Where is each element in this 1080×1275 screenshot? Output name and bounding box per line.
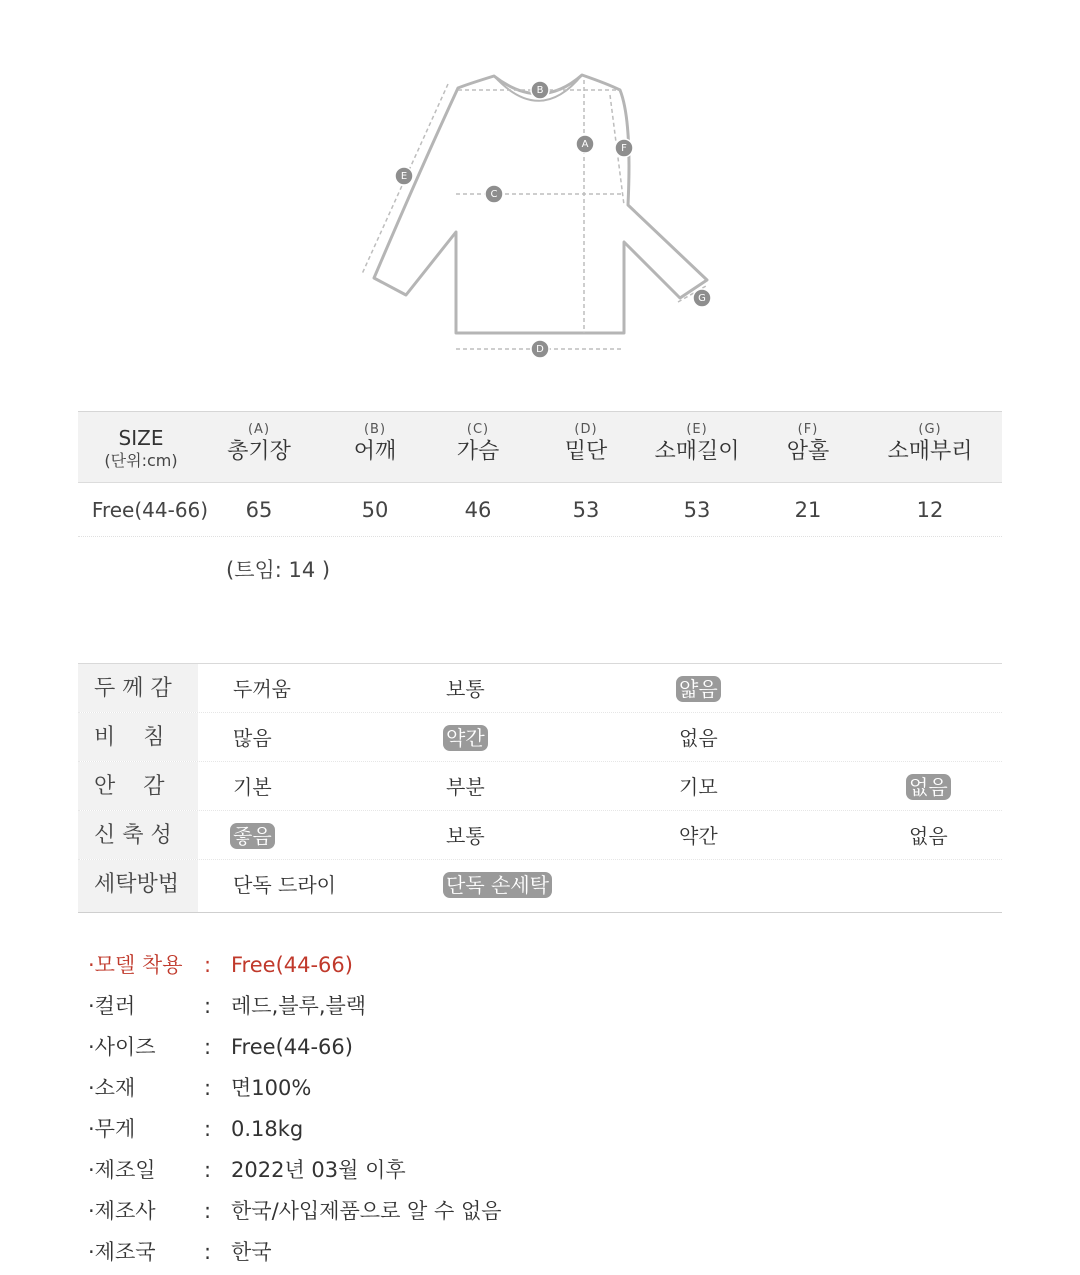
- column-letter: (G): [918, 422, 942, 437]
- property-label: 비 침: [78, 713, 198, 761]
- shirt-outline: [374, 75, 707, 333]
- marker-c: [485, 185, 503, 203]
- info-row: [88, 1153, 788, 1194]
- info-row: [88, 989, 788, 1030]
- info-key: ·컬러: [88, 994, 136, 1018]
- fabric-properties-table: [78, 663, 1002, 913]
- info-value: 레드,블루,블랙: [231, 994, 367, 1018]
- property-row: [78, 811, 1002, 860]
- info-colon: :: [204, 953, 212, 977]
- property-option: 많음: [233, 726, 272, 750]
- svg-text:B: B: [536, 85, 544, 96]
- column-letter: (C): [466, 422, 490, 437]
- size-table: [78, 411, 1002, 537]
- measure-lines: [362, 80, 706, 349]
- info-key: ·소재: [88, 1076, 136, 1100]
- property-row: [78, 860, 1002, 912]
- marker-b: [531, 81, 549, 99]
- slit-note: (트임: 14 ): [226, 558, 331, 582]
- property-option-selected: 단독 손세탁: [443, 872, 552, 898]
- info-key: ·제조일: [88, 1158, 156, 1182]
- property-option: 단독 드라이: [233, 873, 336, 897]
- size-row-label: Free(44-66): [91, 498, 209, 522]
- info-colon: :: [204, 1117, 212, 1141]
- info-row: [88, 1112, 788, 1153]
- info-value: Free(44-66): [231, 953, 353, 977]
- property-row: [78, 664, 1002, 713]
- property-label: 세탁방법: [78, 860, 198, 912]
- svg-text:A: A: [581, 139, 589, 150]
- property-option-selected: 없음: [906, 774, 951, 800]
- column-name: 소매길이: [654, 439, 740, 464]
- column-name: 소매부리: [887, 439, 973, 464]
- size-column-header: [887, 422, 972, 466]
- size-column-header: [227, 422, 291, 466]
- info-colon: :: [204, 994, 212, 1018]
- size-column-header: [565, 422, 608, 466]
- info-key: ·사이즈: [88, 1035, 156, 1059]
- info-row: [88, 948, 788, 989]
- size-value-cell: 53: [572, 498, 600, 522]
- info-row: [88, 1071, 788, 1112]
- property-label: 안 감: [78, 762, 198, 810]
- column-letter: (A): [247, 422, 271, 437]
- svg-text:C: C: [490, 189, 498, 200]
- info-row: [88, 1194, 788, 1235]
- property-option: 약간: [679, 824, 718, 848]
- property-label: 신 축 성: [78, 811, 198, 859]
- size-table-header: [78, 411, 1002, 483]
- column-name: 밑단: [564, 439, 608, 464]
- marker-f: [615, 139, 633, 157]
- size-value-cell: 12: [916, 498, 944, 522]
- size-column-header: [787, 422, 830, 466]
- column-letter: (D): [574, 422, 598, 437]
- info-colon: :: [204, 1035, 212, 1059]
- shirt-measurement-diagram: [0, 0, 1080, 380]
- marker-d: [531, 340, 549, 358]
- size-value-cell: 46: [464, 498, 492, 522]
- property-option-selected: 얇음: [676, 676, 721, 702]
- info-value: 2022년 03월 이후: [231, 1158, 406, 1182]
- property-option: 기본: [233, 775, 272, 799]
- svg-text:E: E: [400, 171, 408, 182]
- info-colon: :: [204, 1158, 212, 1182]
- column-letter: (E): [686, 422, 708, 437]
- property-option: 보통: [446, 677, 485, 701]
- marker-a: [576, 135, 594, 153]
- property-row: [78, 713, 1002, 762]
- size-value-cell: 53: [683, 498, 711, 522]
- size-header-cell: [104, 426, 177, 472]
- info-value: 면100%: [231, 1076, 312, 1100]
- info-value: 한국/사입제품으로 알 수 없음: [231, 1199, 502, 1223]
- marker-g: [693, 289, 711, 307]
- size-value-cell: 50: [361, 498, 389, 522]
- info-colon: :: [204, 1199, 212, 1223]
- property-option-selected: 약간: [443, 725, 488, 751]
- property-option: 기모: [679, 775, 718, 799]
- property-option: 두꺼움: [233, 677, 291, 701]
- product-info-list: [88, 948, 788, 1275]
- info-key: ·제조국: [88, 1240, 156, 1264]
- column-name: 총기장: [227, 439, 291, 464]
- info-colon: :: [204, 1240, 212, 1264]
- info-key: ·모델 착용: [88, 953, 183, 977]
- property-option: 보통: [446, 824, 485, 848]
- info-value: Free(44-66): [231, 1035, 353, 1059]
- property-option: 없음: [679, 726, 718, 750]
- column-letter: (B): [363, 422, 387, 437]
- info-row: [88, 1235, 788, 1275]
- svg-text:G: G: [698, 293, 706, 304]
- svg-text:F: F: [621, 143, 627, 154]
- size-column-header: [354, 422, 397, 466]
- size-table-row: [78, 483, 1002, 537]
- property-row: [78, 762, 1002, 811]
- property-option: 없음: [909, 824, 948, 848]
- size-unit: (단위:cm): [104, 451, 178, 470]
- info-row: [88, 1030, 788, 1071]
- svg-text:D: D: [536, 344, 544, 355]
- info-colon: :: [204, 1076, 212, 1100]
- property-option: 부분: [446, 775, 485, 799]
- info-value: 한국: [231, 1240, 272, 1264]
- column-name: 암홀: [786, 439, 830, 464]
- size-value-cell: 21: [794, 498, 822, 522]
- info-value: 0.18kg: [231, 1117, 304, 1141]
- column-letter: (F): [797, 422, 819, 437]
- marker-e: [395, 167, 413, 185]
- column-name: 가슴: [456, 439, 500, 464]
- info-key: ·무게: [88, 1117, 136, 1141]
- column-name: 어깨: [353, 439, 397, 464]
- property-label: 두 께 감: [78, 664, 198, 712]
- size-value-cell: 65: [245, 498, 273, 522]
- size-column-header: [654, 422, 739, 466]
- info-key: ·제조사: [88, 1199, 156, 1223]
- size-title: SIZE: [118, 426, 164, 450]
- property-option-selected: 좋음: [230, 823, 275, 849]
- size-column-header: [457, 422, 500, 466]
